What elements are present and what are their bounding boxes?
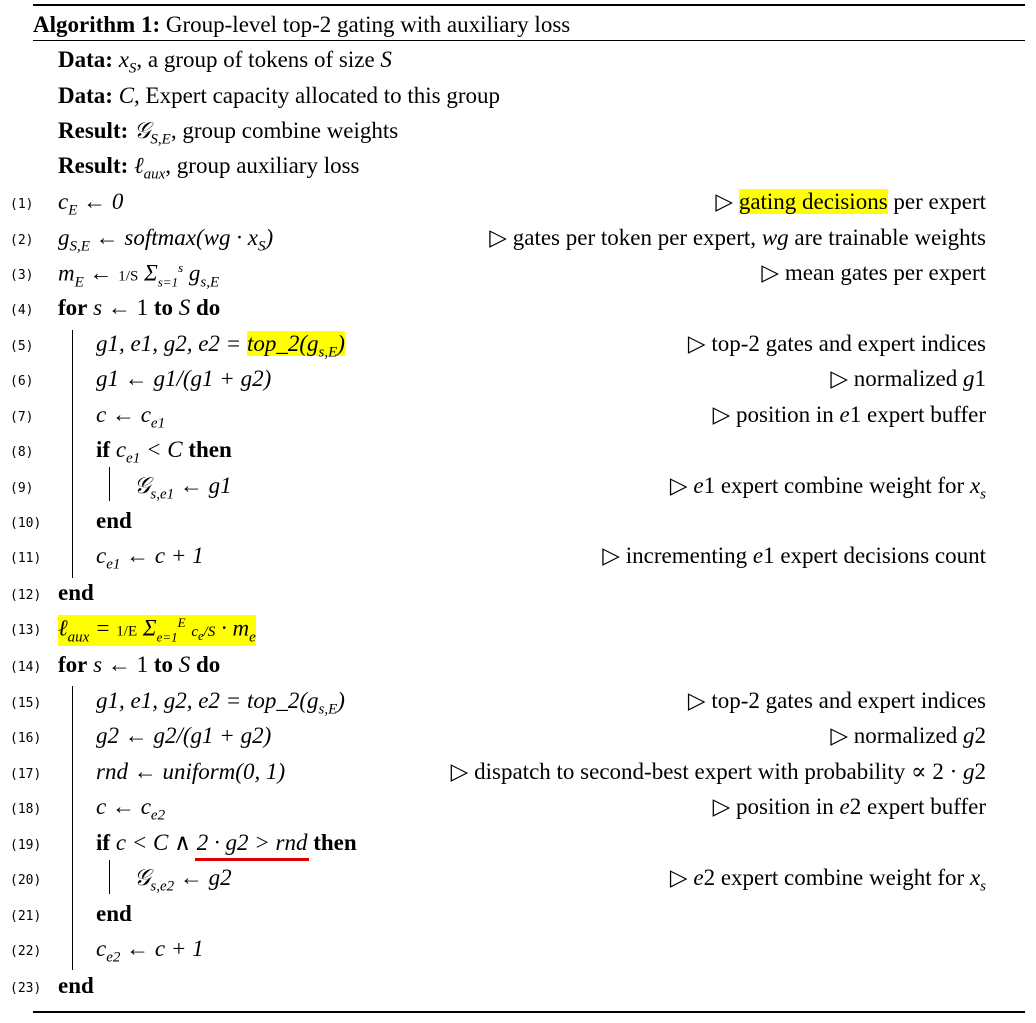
- bottom-rule: [33, 1011, 1025, 1013]
- line-17: (17) rnd ← uniform(0, 1) ▷ dispatch to second-best expert with probability ∝ 2 · g2: [10, 759, 986, 784]
- line-11: (11) $c_{e1}$ ← c + 1 ▷ incrementing e1 expert decisions count: [10, 543, 986, 573]
- red-underline: [195, 858, 310, 861]
- line-14: (14) for s ← 1 to S do: [10, 652, 221, 677]
- line-19: (19) if c < C ∧ 2 · g2 > rnd then: [0, 830, 1036, 860]
- algorithm-label: Algorithm 1:: [33, 12, 161, 37]
- line-13: (13) ℓ$_{aux}$ = 1/E $\Sigma_{e=1}^E$ $c_e/S \cdot m_e$: [10, 615, 256, 646]
- line-20: (20) 𝒢$_{s,e2}$ ← g2 ▷ e2 expert combine weight for $x_s$: [10, 865, 986, 895]
- data-line-1: Data: $x_S$, a group of tokens of size S: [58, 47, 392, 77]
- line-9: (9) 𝒢$_{s,e1}$ ← g1 ▷ e1 expert combine weight for $x_s$: [10, 473, 986, 503]
- top-rule: [33, 4, 1025, 6]
- algorithm-name: Group-level top-2 gating with auxiliary loss: [165, 12, 571, 37]
- line-3: (3) $m_E$ ← 1/S $\Sigma_{s=1}^s$ $g_{s,E}$ ▷ mean gates per expert: [10, 260, 986, 291]
- line-5: (5) g1, e1, g2, $e2 = top\_2(g_{s,E})$ ▷ top-2 gates and expert indices: [10, 331, 986, 361]
- underlined-condition: 2 · g2 > rnd: [197, 830, 308, 855]
- algorithm-title: [33, 12, 570, 38]
- title-rule: [33, 40, 1025, 41]
- line-2: (2) $g_{S,E}$ ← softmax(wg · $x_S$) ▷ gates per token per expert, wg are trainable weights: [10, 225, 986, 255]
- line-23: (23) end: [10, 973, 94, 998]
- result-line-1: Result: 𝒢$_{S,E}$, group combine weights: [58, 118, 399, 148]
- line-21: (21) end: [10, 901, 132, 926]
- line-4: (4) for s ← 1 to S do: [10, 295, 221, 320]
- line-7: (7) c ← $c_{e1}$ ▷ position in e1 expert buffer: [10, 402, 986, 432]
- line-12: (12) end: [10, 580, 94, 605]
- line-10: (10) end: [10, 508, 132, 533]
- line-6: (6) g1 ← g1/(g1 + g2) ▷ normalized g1: [10, 366, 986, 391]
- line-22: (22) $c_{e2}$ ← c + 1: [10, 936, 204, 966]
- line-16: (16) g2 ← g2/(g1 + g2) ▷ normalized g2: [10, 723, 986, 748]
- line-8: (8) if $c_{e1} < C$ then: [10, 437, 232, 467]
- result-line-2: Result: ℓ$_{aux}$, group auxiliary loss: [58, 153, 360, 183]
- line-1: (1) $c_E$ ← 0 ▷ gating decisions per expert: [10, 189, 986, 219]
- line-18: (18) c ← $c_{e2}$ ▷ position in e2 expert buffer: [10, 794, 986, 824]
- data-line-2: Data: C, Expert capacity allocated to this group: [58, 83, 500, 108]
- line-15: (15) g1, e1, g2, $e2 = top\_2(g_{s,E})$ ▷ top-2 gates and expert indices: [10, 688, 986, 718]
